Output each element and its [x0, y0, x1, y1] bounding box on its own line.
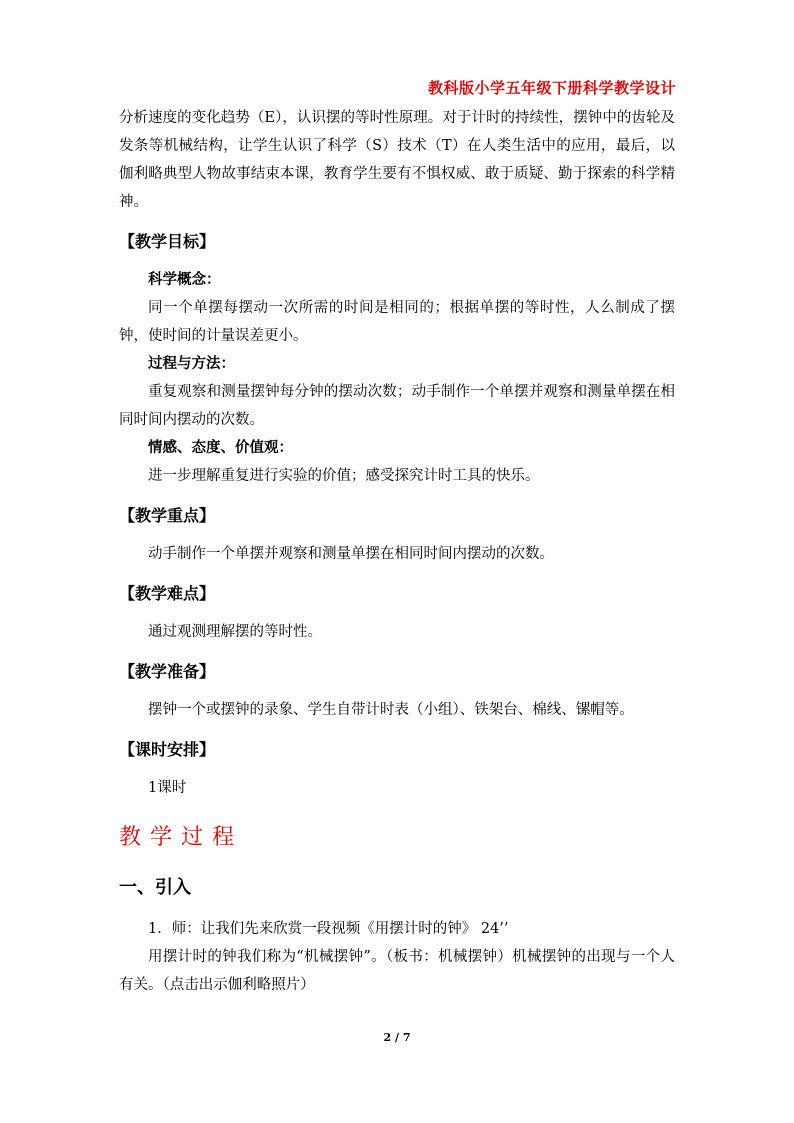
page-number: 2 / 7	[383, 1031, 411, 1044]
difficulty-text: 通过观测理解摆的等时性。	[148, 624, 322, 640]
schedule-heading: 【课时安排】	[119, 740, 216, 759]
difficulty-heading: 【教学难点】	[119, 584, 216, 603]
preparation-heading: 【教学准备】	[119, 662, 216, 681]
science-concept-label: 科学概念：	[148, 272, 221, 288]
document-header-title: 教科版小学五年级下册科学教学设计	[427, 79, 676, 97]
schedule-text: 1课时	[148, 780, 187, 796]
key-points-heading: 【教学重点】	[119, 506, 216, 525]
teaching-process-title: 教学过程	[119, 825, 244, 850]
intro-paragraph: 分析速度的变化趋势（E），认识摆的等时性原理。对于计时的持续性，摆钟中的齿轮及发条等机械结构，让学生认识了科学（S）技术（T）在人类生活中的应用，最后，以伽利略典型人物故事结束本课，教育学生要有不惧权威、敢于质疑、勤于探索的科学精神。	[119, 110, 675, 210]
document-body	[119, 104, 675, 999]
attitude-values-label: 情感、态度、价值观：	[148, 440, 293, 456]
teaching-goals-heading: 【教学目标】	[119, 232, 216, 251]
section-intro-title: 一、引入	[119, 877, 191, 898]
preparation-text: 摆钟一个或摆钟的录象、学生自带计时表（小组）、铁架台、棉线、镙帽等。	[148, 702, 634, 718]
key-points-text: 动手制作一个单摆并观察和测量单摆在相同时间内摆动的次数。	[148, 546, 554, 562]
process-method-text: 重复观察和测量摆钟每分钟的摆动次数；动手制作一个单摆并观察和测量单摆在相同时间内摆动的次数。	[119, 384, 675, 428]
process-method-label: 过程与方法：	[148, 356, 235, 372]
science-concept-text: 同一个单摆每摆动一次所需的时间是相同的；根据单摆的等时性，人么制成了摆钟，使时间的计量误差更小。	[119, 300, 675, 344]
process-item-1: 1．师：让我们先来欣赏一段视频《用摆计时的钟》 24’’	[148, 921, 509, 937]
process-item-1-continued: 用摆计时的钟我们称为“机械摆钟”。（板书：机械摆钟）机械摆钟的出现与一个人有关。（点击出示伽利略照片）	[119, 949, 675, 993]
attitude-values-text: 进一步理解重复进行实验的价值；感受探究计时工具的快乐。	[148, 468, 540, 484]
